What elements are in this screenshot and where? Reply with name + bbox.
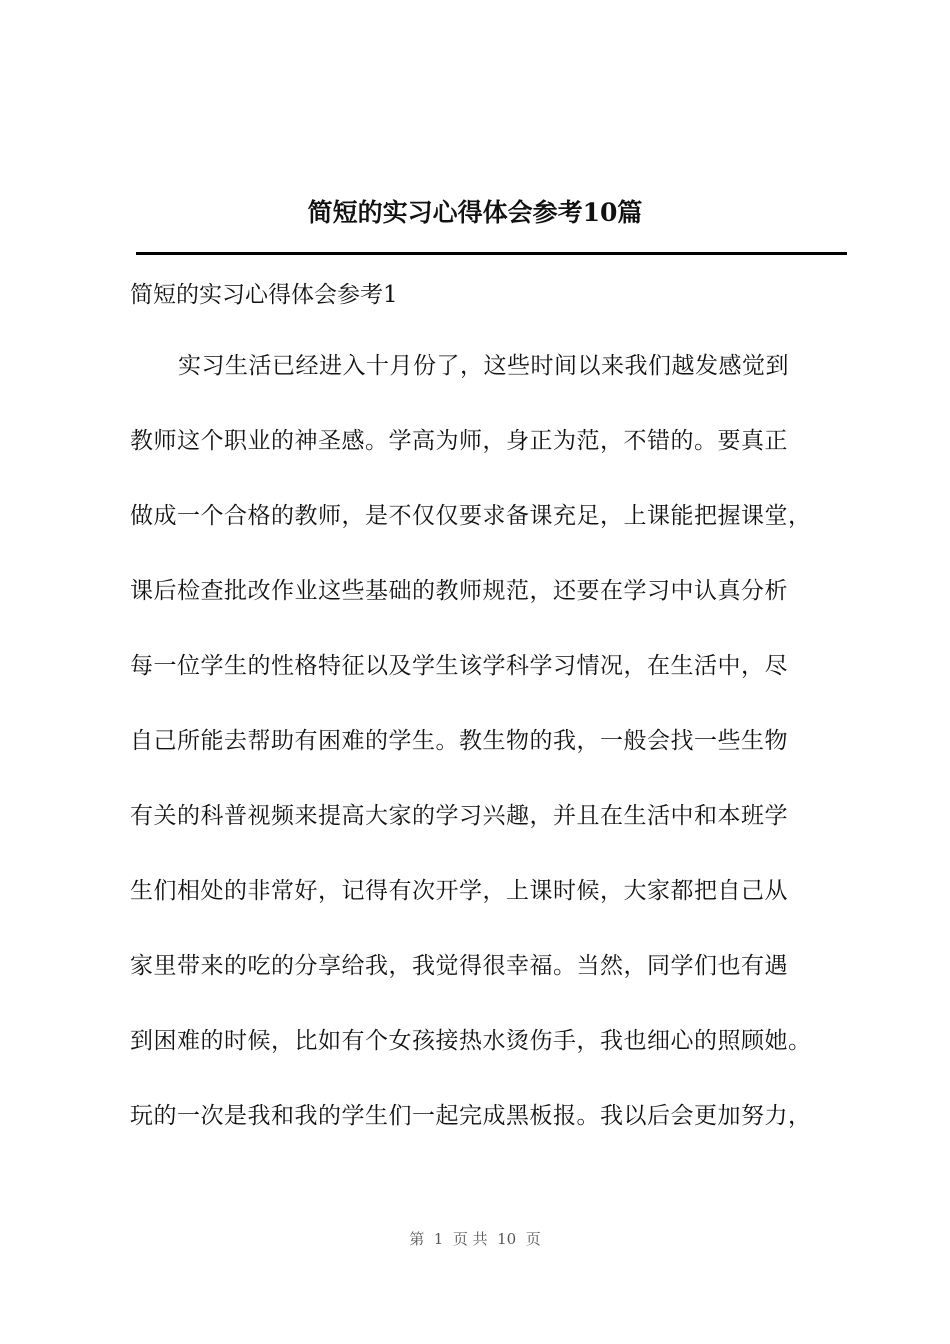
body-line: 教师这个职业的神圣感。学高为师，身正为范，不错的。要真正 — [130, 428, 788, 454]
body-text — [130, 349, 870, 1174]
body-line: 到困难的时候，比如有个女孩接热水烫伤手，我也细心的照顾她。 — [130, 1028, 812, 1054]
section-heading: 简短的实习心得体会参考1 — [130, 282, 398, 308]
document-title: 简短的实习心得体会参考10篇 — [307, 198, 643, 227]
body-line: 做成一个合格的教师，是不仅仅要求备课充足，上课能把握课堂， — [130, 503, 812, 529]
page-number-footer: 第 1 页 共 10 页 — [409, 1230, 541, 1248]
body-line: 每一位学生的性格特征以及学生该学科学习情况，在生活中，尽 — [130, 653, 788, 679]
body-line: 课后检查批改作业这些基础的教师规范，还要在学习中认真分析 — [130, 578, 788, 604]
body-line: 有关的科普视频来提高大家的学习兴趣，并且在生活中和本班学 — [130, 803, 788, 829]
body-line: 生们相处的非常好，记得有次开学，上课时候，大家都把自己从 — [130, 878, 788, 904]
body-line: 实习生活已经进入十月份了，这些时间以来我们越发感觉到 — [178, 353, 789, 379]
body-line: 玩的一次是我和我的学生们一起完成黑板报。我以后会更加努力， — [130, 1103, 812, 1129]
body-line: 家里带来的吃的分享给我，我觉得很幸福。当然，同学们也有遇 — [130, 953, 788, 979]
title-underline-rule — [136, 252, 847, 255]
body-line: 自己所能去帮助有困难的学生。教生物的我，一般会找一些生物 — [130, 728, 788, 754]
